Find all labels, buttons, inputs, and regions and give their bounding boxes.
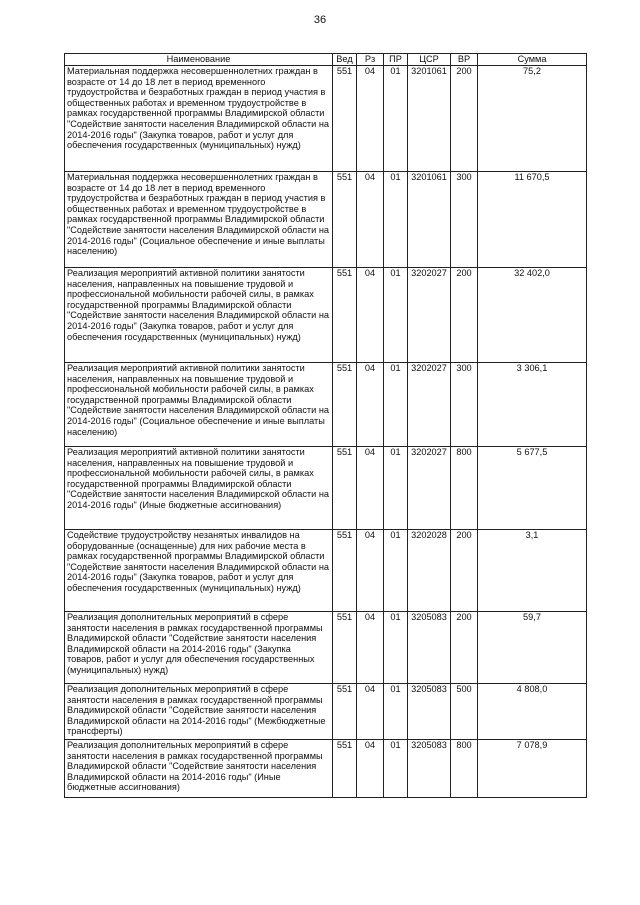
row-ved: 551 — [333, 684, 357, 740]
row-vr: 200 — [451, 530, 478, 612]
row-rz: 04 — [357, 268, 384, 363]
row-name: Реализация мероприятий активной политики занятости населения, направленных на повышение трудовой и профессиональной мобильности рабочей силы, в рамках государственной программы Владимирской области "Содействие занятости населения Владимирской области на 2014-2016 годы" (Социальное обеспечение и иные выплаты населению) — [65, 363, 333, 447]
row-sum: 75,2 — [478, 66, 587, 172]
row-rz: 04 — [357, 530, 384, 612]
row-sum: 59,7 — [478, 612, 587, 684]
table-row — [65, 172, 587, 268]
header-vr: ВР — [451, 54, 478, 66]
row-csr: 3202028 — [408, 530, 451, 612]
row-csr: 3201061 — [408, 172, 451, 268]
row-pr: 01 — [384, 684, 408, 740]
row-name: Реализация мероприятий активной политики занятости населения, направленных на повышение трудовой и профессиональной мобильности рабочей силы, в рамках государственной программы Владимирской области "Содействие занятости населения Владимирской области на 2014-2016 годы" (Закупка товаров, работ и услуг для обеспечения государственных (муниципальных) нужд) — [65, 268, 333, 363]
row-vr: 800 — [451, 740, 478, 798]
row-rz: 04 — [357, 172, 384, 268]
header-csr: ЦСР — [408, 54, 451, 66]
row-pr: 01 — [384, 363, 408, 447]
row-vr: 200 — [451, 612, 478, 684]
row-rz: 04 — [357, 447, 384, 530]
row-ved: 551 — [333, 268, 357, 363]
row-pr: 01 — [384, 268, 408, 363]
page-number: 36 — [313, 14, 327, 26]
row-name: Содействие трудоустройству незанятых инвалидов на оборудованные (оснащенные) для них рабочие места в рамках государственной программы Владимирской области "Содействие занятости населения Владимирской области на 2014-2016 годы" (Закупка товаров, работ и услуг для обеспечения государственных (муниципальных) нужд) — [65, 530, 333, 612]
budget-table — [64, 53, 587, 798]
row-name: Реализация дополнительных мероприятий в сфере занятости населения в рамках государственной программы Владимирской области "Содействие занятости населения Владимирской области на 2014-2016 годы" (Закупка товаров, работ и услуг для обеспечения государственных (муниципальных) нужд) — [65, 612, 333, 684]
row-ved: 551 — [333, 530, 357, 612]
row-ved: 551 — [333, 66, 357, 172]
row-sum: 11 670,5 — [478, 172, 587, 268]
row-csr: 3202027 — [408, 363, 451, 447]
header-ved: Вед — [333, 54, 357, 66]
row-pr: 01 — [384, 447, 408, 530]
row-name: Реализация дополнительных мероприятий в сфере занятости населения в рамках государственной программы Владимирской области "Содействие занятости населения Владимирской области на 2014-2016 годы" (Межбюджетные трансферты) — [65, 684, 333, 740]
table-row — [65, 447, 587, 530]
table-row — [65, 530, 587, 612]
row-sum: 5 677,5 — [478, 447, 587, 530]
row-csr: 3202027 — [408, 447, 451, 530]
row-rz: 04 — [357, 740, 384, 798]
row-pr: 01 — [384, 740, 408, 798]
row-rz: 04 — [357, 684, 384, 740]
row-pr: 01 — [384, 66, 408, 172]
row-pr: 01 — [384, 530, 408, 612]
row-vr: 300 — [451, 172, 478, 268]
header-pr: ПР — [384, 54, 408, 66]
row-ved: 551 — [333, 447, 357, 530]
row-vr: 200 — [451, 66, 478, 172]
row-sum: 3,1 — [478, 530, 587, 612]
row-vr: 200 — [451, 268, 478, 363]
row-csr: 3202027 — [408, 268, 451, 363]
row-rz: 04 — [357, 612, 384, 684]
row-rz: 04 — [357, 66, 384, 172]
row-ved: 551 — [333, 172, 357, 268]
row-pr: 01 — [384, 612, 408, 684]
row-vr: 300 — [451, 363, 478, 447]
row-sum: 4 808,0 — [478, 684, 587, 740]
row-vr: 500 — [451, 684, 478, 740]
row-pr: 01 — [384, 172, 408, 268]
table-row — [65, 612, 587, 684]
row-name: Реализация мероприятий активной политики занятости населения, направленных на повышение трудовой и профессиональной мобильности рабочей силы, в рамках государственной программы Владимирской области "Содействие занятости населения Владимирской области на 2014-2016 годы" (Иные бюджетные ассигнования) — [65, 447, 333, 530]
row-csr: 3205083 — [408, 612, 451, 684]
row-ved: 551 — [333, 363, 357, 447]
row-csr: 3201061 — [408, 66, 451, 172]
row-sum: 3 306,1 — [478, 363, 587, 447]
row-csr: 3205083 — [408, 684, 451, 740]
row-rz: 04 — [357, 363, 384, 447]
table-row — [65, 66, 587, 172]
row-csr: 3205083 — [408, 740, 451, 798]
row-name: Реализация дополнительных мероприятий в сфере занятости населения в рамках государственной программы Владимирской области "Содействие занятости населения Владимирской области на 2014-2016 годы" (Иные бюджетные ассигнования) — [65, 740, 333, 798]
table-row — [65, 684, 587, 740]
table-row — [65, 740, 587, 798]
row-sum: 7 078,9 — [478, 740, 587, 798]
header-name: Наименование — [65, 54, 333, 66]
header-rz: Рз — [357, 54, 384, 66]
table-row — [65, 363, 587, 447]
row-name: Материальная поддержка несовершеннолетних граждан в возрасте от 14 до 18 лет в период временного трудоустройства и безработных граждан в период участия в общественных работах и временном трудоустройстве в рамках государственной программы Владимирской области "Содействие занятости населения Владимирской области на 2014-2016 годы" (Закупка товаров, работ и услуг для обеспечения государственных (муниципальных) нужд) — [65, 66, 333, 172]
row-vr: 800 — [451, 447, 478, 530]
table-header-row — [65, 54, 587, 66]
row-sum: 32 402,0 — [478, 268, 587, 363]
header-sum: Сумма — [478, 54, 587, 66]
table-row — [65, 268, 587, 363]
row-ved: 551 — [333, 740, 357, 798]
row-ved: 551 — [333, 612, 357, 684]
row-name: Материальная поддержка несовершеннолетних граждан в возрасте от 14 до 18 лет в период временного трудоустройства и безработных граждан в период участия в общественных работах и временном трудоустройстве в рамках государственной программы Владимирской области "Содействие занятости населения Владимирской области на 2014-2016 годы" (Социальное обеспечение и иные выплаты населению) — [65, 172, 333, 268]
